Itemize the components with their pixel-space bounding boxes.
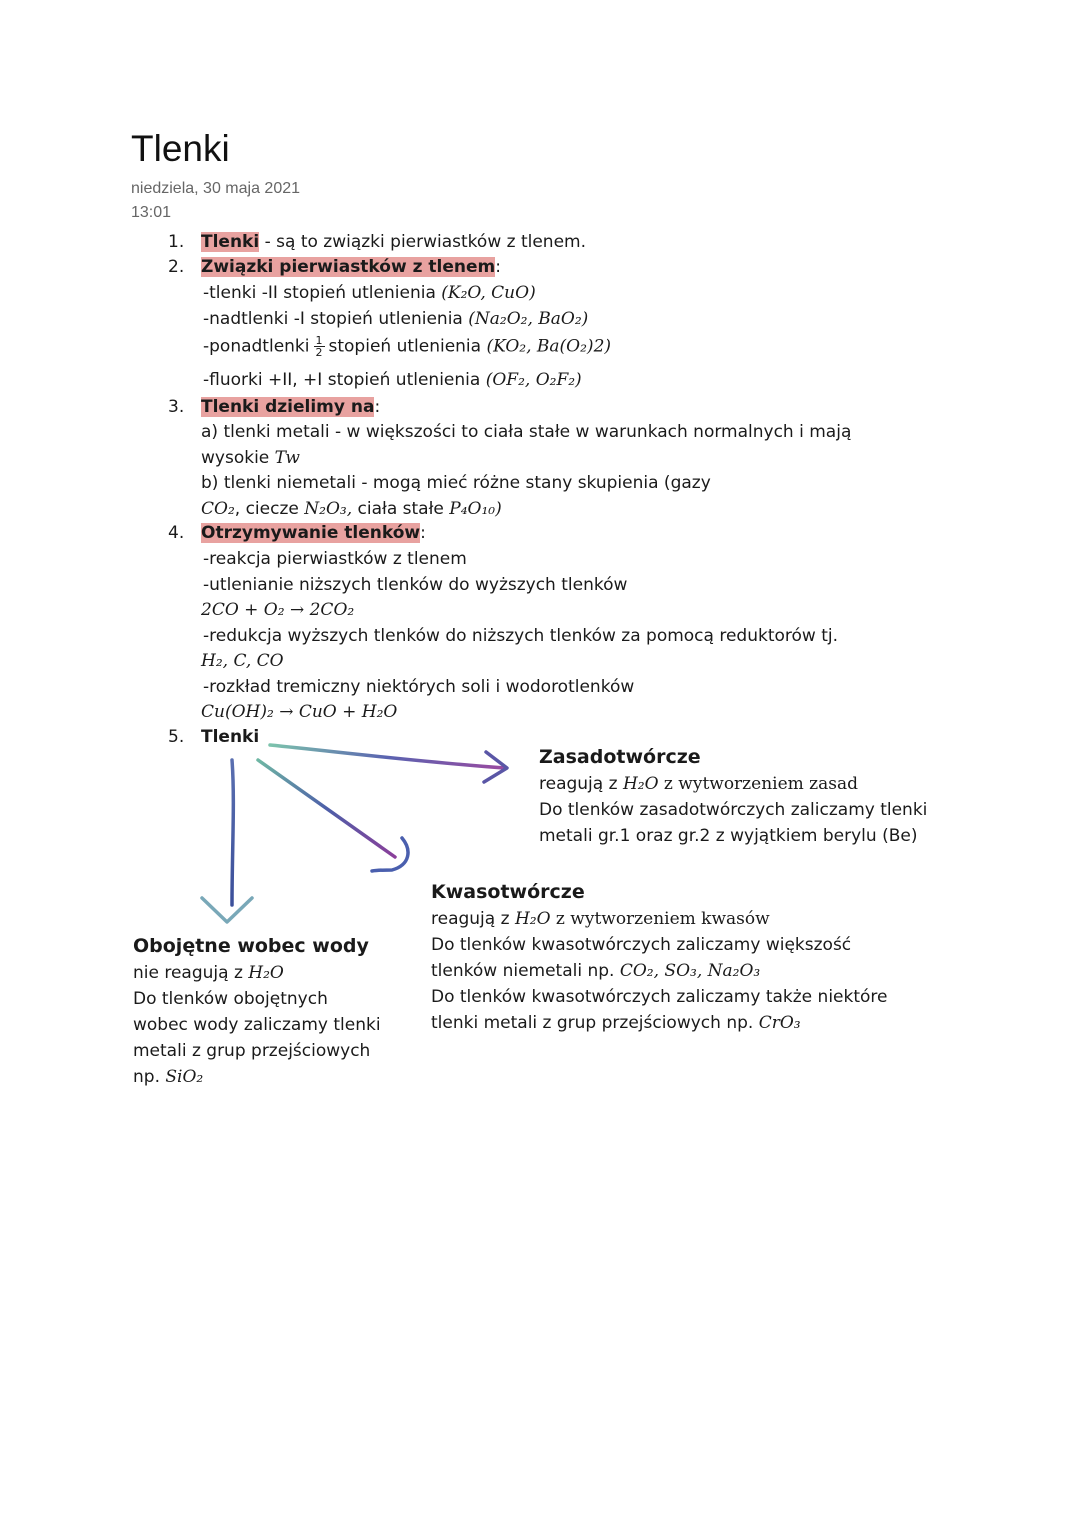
item-number: 1. [168, 232, 185, 252]
formula: (K₂O, CuO) [441, 283, 536, 303]
category-basic [539, 743, 927, 849]
category-heading: Obojętne wobec wody [133, 935, 369, 957]
list-line: b) tlenki niemetali - mogą mieć różne stany skupienia (gazy [201, 473, 711, 493]
line-text: -ponadtlenki [203, 336, 310, 357]
item-number: 5. [168, 727, 185, 747]
category-line: Do tlenków zasadotwórczych zaliczamy tlenki [539, 800, 928, 820]
category-line [431, 1010, 888, 1036]
list-line: -redukcja wyższych tlenków do niższych tlenków za pomocą reduktorów tj. [203, 626, 839, 646]
line-text: -tlenki -II stopień utlenienia [203, 283, 436, 303]
highlight-label: Otrzymywanie tlenków [201, 523, 421, 543]
line-text: tlenki metali z grup przejściowych np. [431, 1013, 754, 1033]
formula: P₄O₁₀) [449, 499, 502, 519]
formula: Tw [274, 448, 300, 468]
category-line: metali z grup przejściowych [133, 1041, 371, 1061]
line-text: nie reagują z [133, 963, 243, 983]
category-acidic [431, 878, 888, 1036]
item-text: - są to związki pierwiastków z tlenem. [259, 232, 587, 252]
highlight-label: Tlenki dzielimy na [201, 397, 375, 417]
category-line: Do tlenków kwasotwórczych zaliczamy także niektóre [431, 987, 888, 1007]
category-line [133, 1064, 381, 1090]
item-number: 4. [168, 523, 185, 543]
category-heading: Zasadotwórcze [539, 746, 701, 768]
category-line: wobec wody zaliczamy tlenki [133, 1015, 381, 1035]
formula: SiO₂ [165, 1067, 204, 1087]
arrow-to-basic [270, 745, 507, 782]
category-heading: Kwasotwórcze [431, 881, 585, 903]
arrow-to-acidic [258, 760, 408, 871]
category-line: Do tlenków kwasotwórczych zaliczamy większość [431, 935, 852, 955]
formula-line: Cu(OH)₂ → CuO + H₂O [201, 702, 398, 722]
line-text: np. [133, 1067, 160, 1087]
line-text: tlenków niemetali np. [431, 961, 615, 981]
page-title: Tlenki [131, 128, 230, 169]
list-item-label: Tlenki [201, 727, 260, 747]
category-line: metali gr.1 oraz gr.2 z wyjątkiem berylu (Be) [539, 826, 918, 846]
page-time: 13:01 [131, 204, 172, 221]
formula: H₂O [514, 909, 551, 929]
list-line: -rozkład tremiczny niektórych soli i wodorotlenków [203, 677, 635, 697]
line-text: z wytworzeniem kwasów [555, 909, 770, 929]
line-text: reagują z [431, 909, 510, 929]
item-suffix: : [495, 257, 501, 277]
line-text: z wytworzeniem zasad [663, 774, 859, 794]
item-number: 2. [168, 257, 185, 277]
formula: (KO₂, Ba(O₂)2) [486, 336, 612, 357]
list-line: -reakcja pierwiastków z tlenem [203, 549, 467, 569]
category-line [431, 958, 888, 984]
highlight-label: Związki pierwiastków z tlenem [201, 257, 496, 277]
line-text: wysokie [201, 448, 270, 468]
formula-line: H₂, C, CO [201, 651, 284, 671]
line-text: reagują z [539, 774, 618, 794]
category-line [133, 960, 381, 986]
formula: H₂O [622, 774, 659, 794]
formula: (OF₂, O₂F₂) [485, 370, 582, 390]
line-text: stopień utlenienia [328, 336, 482, 357]
item-suffix: : [374, 397, 381, 417]
formula: CO₂ [201, 499, 235, 519]
item-number: 3. [168, 397, 185, 417]
category-line [431, 906, 888, 932]
arrow-to-neutral [202, 760, 252, 922]
list-line: a) tlenki metali - w większości to ciała stałe w warunkach normalnych i mają [201, 422, 852, 442]
line-text: -fluorki +II, +I stopień utlenienia [203, 370, 481, 390]
formula-line: 2CO + O₂ → 2CO₂ [201, 600, 355, 620]
category-line: Do tlenków obojętnych [133, 989, 328, 1009]
page-date: niedziela, 30 maja 2021 [131, 180, 301, 197]
fraction-numerator: 1 [315, 334, 323, 347]
category-neutral [133, 932, 381, 1090]
list-line: -utlenianie niższych tlenków do wyższych tlenków [203, 575, 628, 595]
formula: N₂O₃, [304, 499, 353, 519]
formula: H₂O [248, 963, 284, 983]
formula: CO₂, SO₃, Na₂O₃ [619, 961, 761, 981]
line-text: ciała stałe [357, 499, 444, 519]
formula: (Na₂O₂, BaO₂) [468, 309, 589, 329]
item-suffix: : [420, 523, 426, 543]
highlight-label: Tlenki [201, 232, 260, 252]
fraction-denominator: 2 [315, 346, 323, 359]
line-text: -nadtlenki -I stopień utlenienia [203, 309, 463, 329]
formula: CrO₃ [758, 1013, 801, 1033]
line-text: , ciecze [234, 499, 299, 519]
category-line [539, 771, 927, 797]
